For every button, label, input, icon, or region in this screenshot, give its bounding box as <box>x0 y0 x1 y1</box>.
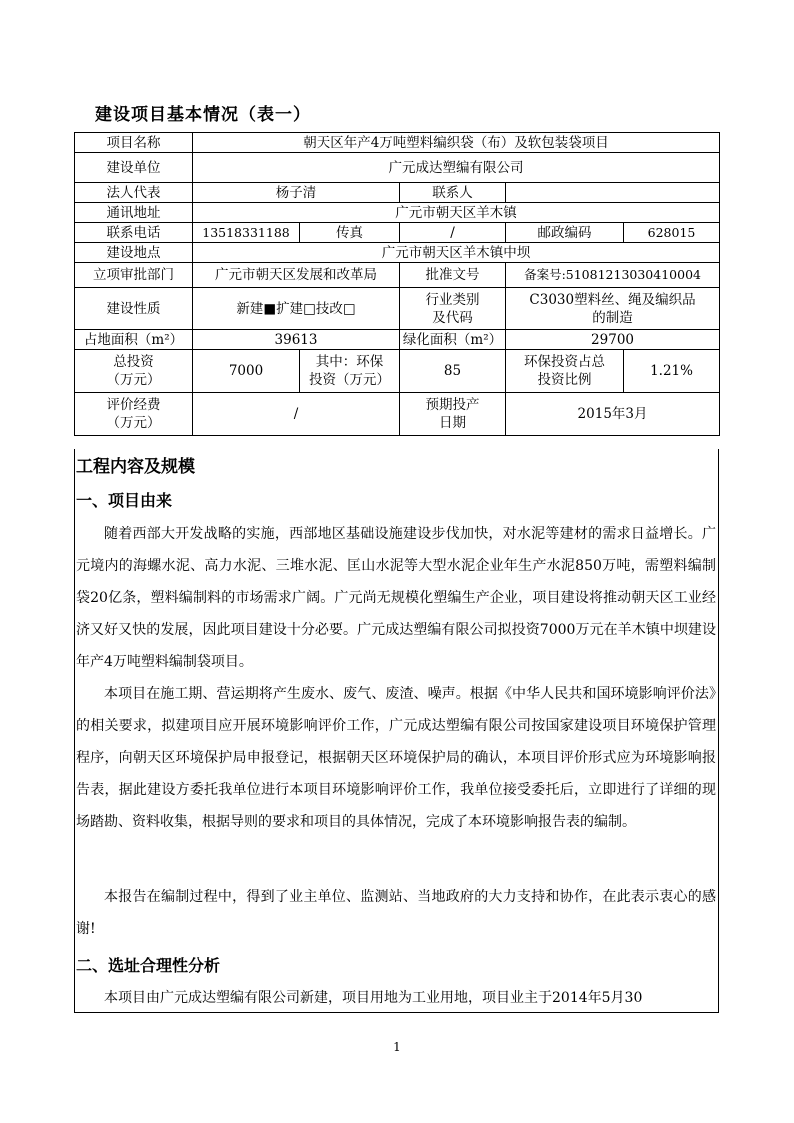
fax-value: / <box>400 223 506 243</box>
nature-value: 新建■扩建□技改□ <box>193 288 400 330</box>
unit-label: 建设单位 <box>75 153 193 183</box>
eval-fee-value: / <box>193 393 400 436</box>
document-title: 建设项目基本情况（表一） <box>95 105 311 125</box>
nature-label: 建设性质 <box>75 288 193 330</box>
prod-date-label <box>400 393 506 436</box>
env-invest-value: 85 <box>400 350 506 393</box>
eval-fee-label-line2: （万元） <box>106 415 161 431</box>
legal-rep-label: 法人代表 <box>75 183 193 203</box>
table-row <box>75 263 720 288</box>
industry-value-line2: 的制造 <box>592 309 633 326</box>
eval-fee-label-line1: 评价经费 <box>106 397 161 413</box>
postcode-label: 邮政编码 <box>506 223 624 243</box>
paragraph-site-analysis: 本项目由广元成达塑编有限公司新建，项目用地为工业用地，项目业主于2014年5月30 <box>104 990 643 1006</box>
legal-rep-value: 杨子清 <box>193 183 400 203</box>
green-label: 绿化面积（m²） <box>400 330 506 350</box>
phone-value: 13518331188 <box>193 223 300 243</box>
section-heading: 工程内容及规模 <box>76 457 195 477</box>
area-value: 39613 <box>193 330 400 350</box>
table-row <box>75 243 720 263</box>
address-value: 广元市朝天区羊木镇 <box>193 203 720 223</box>
env-invest-label-line2: 投资（万元） <box>309 372 390 388</box>
contact-label: 联系人 <box>400 183 506 203</box>
area-label: 占地面积（m²） <box>75 330 193 350</box>
address-label: 通讯地址 <box>75 203 193 223</box>
industry-label-line1: 行业类别 <box>425 291 480 308</box>
paragraph-origin: 随着西部大开发战略的实施，西部地区基础设施建设步伐加快，对水泥等建材的需求日益增长。广元境内的海螺水泥、高力水泥、三堆水泥、匡山水泥等大型水泥企业年生产水泥850万吨，需塑料编制袋20亿条，塑料编制料的市场需求广阔。广元尚无规模化塑编生产企业，项目建设将推动朝天区工业经济又好又快的发展，因此项目建设十分必要。广元成达塑编有限公司拟投资7000万元在羊木镇中坝建设年产4万吨塑料编制袋项目。 <box>76 526 716 670</box>
prod-date-label-line2: 日期 <box>439 415 466 431</box>
section-title-site: 二、选址合理性分析 <box>76 956 221 975</box>
approval-doc-value: 备案号:51081213030410004 <box>506 263 720 288</box>
approval-dept-value: 广元市朝天区发展和改革局 <box>193 263 400 288</box>
prod-date-label-line1: 预期投产 <box>425 397 480 413</box>
industry-value <box>506 288 720 330</box>
industry-label-line2: 及代码 <box>432 309 473 326</box>
invest-label-line2: （万元） <box>106 372 161 388</box>
table-row <box>75 223 720 243</box>
page-number: 1 <box>393 1040 401 1054</box>
table-row <box>75 203 720 223</box>
industry-value-line1: C3030塑料丝、绳及编织品 <box>529 291 696 308</box>
invest-value: 7000 <box>193 350 300 393</box>
table-row <box>75 133 720 153</box>
ratio-label-line2: 投资比例 <box>537 372 592 388</box>
site-label: 建设地点 <box>75 243 193 263</box>
paragraph-thanks: 本报告在编制过程中，得到了业主单位、监测站、当地政府的大力支持和协作，在此表示衷心的感谢! <box>76 889 716 937</box>
site-value: 广元市朝天区羊木镇中坝 <box>193 243 720 263</box>
phone-label: 联系电话 <box>75 223 193 243</box>
eval-fee-label <box>75 393 193 436</box>
table-row <box>75 393 720 436</box>
env-invest-label-line1: 其中：环保 <box>315 354 384 370</box>
table-row <box>75 183 720 203</box>
invest-label <box>75 350 193 393</box>
approval-dept-label: 立项审批部门 <box>75 263 193 288</box>
approval-doc-label: 批准文号 <box>400 263 506 288</box>
table-row <box>75 350 720 393</box>
invest-label-line1: 总投资 <box>113 354 154 370</box>
ratio-label-line1: 环保投资占总 <box>524 354 605 370</box>
industry-label <box>400 288 506 330</box>
table-row <box>75 288 720 330</box>
green-value: 29700 <box>506 330 720 350</box>
env-invest-label <box>300 350 400 393</box>
contact-value <box>506 183 720 203</box>
ratio-label <box>506 350 624 393</box>
postcode-value: 628015 <box>624 223 720 243</box>
table-row <box>75 330 720 350</box>
section-title-origin: 一、项目由来 <box>76 491 173 510</box>
project-name-value: 朝天区年产4万吨塑料编织袋（布）及软包装袋项目 <box>193 133 720 153</box>
ratio-value: 1.21% <box>624 350 720 393</box>
table-row <box>75 153 720 183</box>
fax-label: 传真 <box>300 223 400 243</box>
unit-value: 广元成达塑编有限公司 <box>193 153 720 183</box>
project-info-table <box>74 132 720 436</box>
paragraph-eia-requirement: 本项目在施工期、营运期将产生废水、废气、废渣、噪声。根据《中华人民共和国环境影响评价法》的相关要求，拟建项目应开展环境影响评价工作，广元成达塑编有限公司按国家建设项目环境保护管理程序，向朝天区环境保护局申报登记，根据朝天区环境保护局的确认，本项目评价形式应为环境影响报告表，据此建设方委托我单位进行本项目环境影响评价工作，我单位接受委托后，立即进行了详细的现场踏勘、资料收集，根据导则的要求和项目的具体情况，完成了本环境影响报告表的编制。 <box>76 686 716 830</box>
prod-date-value: 2015年3月 <box>506 393 720 436</box>
project-name-label: 项目名称 <box>75 133 193 153</box>
